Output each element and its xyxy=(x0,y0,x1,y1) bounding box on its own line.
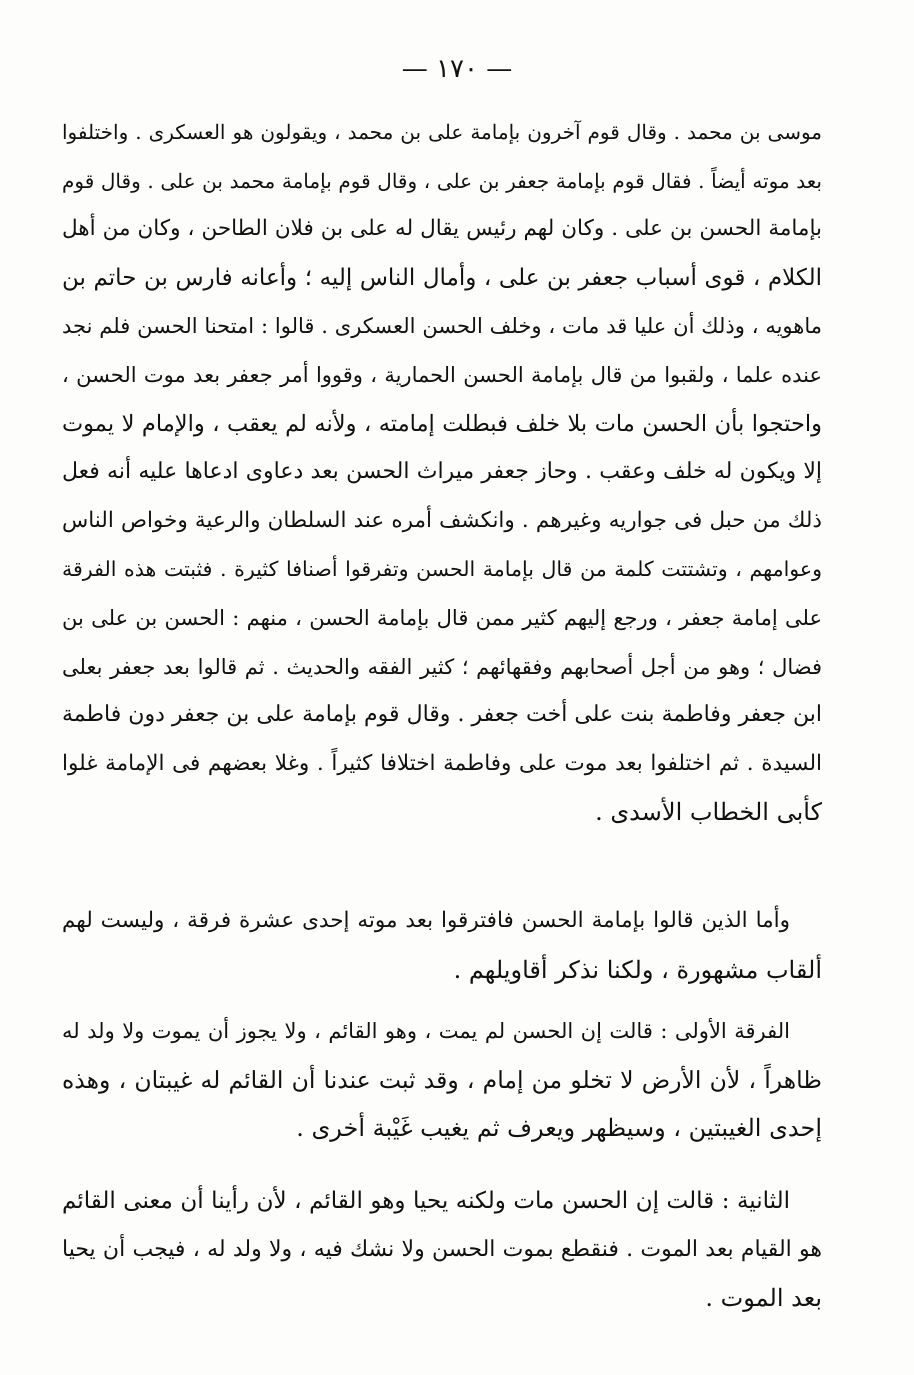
text-line: وعوامهم ، وتشتتت كلمة من قال بإمامة الحسن وتفرقوا أصنافا كثيرة . فثبتت هذه الفرقة xyxy=(62,557,822,582)
text-line: الفرقة الأولى : قالت إن الحسن لم يمت ، وهو القائم ، ولا يجوز أن يموت ولا ولد له xyxy=(62,1019,790,1043)
text-line: موسى بن محمد . وقال قوم آخرون بإمامة على بن محمد ، ويقولون هو العسكرى . واختلفوا xyxy=(62,120,822,144)
text-line: فضال ؛ وهو من أجل أصحابهم وفقهائهم ؛ كثير الفقه والحديث . ثم قالوا بعد جعفر بعلى xyxy=(62,654,822,679)
text-line: وأما الذين قالوا بإمامة الحسن فافترقوا بعد موته إحدى عشرة فرقة ، وليست لهم xyxy=(62,908,790,933)
text-line: ابن جعفر وفاطمة بنت على أخت جعفر . وقال قوم بإمامة على بن جعفر دون فاطمة xyxy=(62,702,822,728)
paragraph-1 xyxy=(62,108,822,837)
text-line: الكلام ، قوى أسباب جعفر بن على ، وأمال الناس إليه ؛ وأعانه فارس بن حاتم بن xyxy=(62,264,822,291)
text-line: ماهويه ، وذلك أن عليا قد مات ، وخلف الحسن العسكرى . قالوا : امتحنا الحسن فلم نجد xyxy=(62,314,822,339)
text-line: السيدة . ثم اختلفوا بعد موت على وفاطمة اختلافا كثيراً . وغلا بعضهم فى الإمامة غلوا xyxy=(62,750,822,776)
text-line: إلا ويكون له خلف وعقب . وحاز جعفر ميراث الحسن بعد دعاوى ادعاها عليه أنه فعل xyxy=(62,459,822,485)
text-line: الثانية : قالت إن الحسن مات ولكنه يحيا وهو القائم ، لأن رأينا أن معنى القائم xyxy=(62,1188,790,1214)
text-line: هو القيام بعد الموت . فنقطع بموت الحسن ولا نشك فيه ، ولا ولد له ، فيجب أن يحيا xyxy=(62,1236,822,1262)
paragraph-4 xyxy=(62,1177,822,1323)
text-line: واحتجوا بأن الحسن مات بلا خلف فبطلت إمامته ، ولأنه لم يعقب ، والإمام لا يموت xyxy=(62,410,822,437)
paragraph-3 xyxy=(62,1007,822,1153)
paragraph-2 xyxy=(62,897,822,994)
text-line: ذلك من حبل فى جواريه وغيرهم . وانكشف أمره عند السلطان والرعية وخواص الناس xyxy=(62,507,822,533)
text-line: بعد الموت . xyxy=(705,1284,822,1313)
text-line: كأبى الخطاب الأسدى . xyxy=(595,798,822,827)
text-line: عنده علما ، ولقبوا من قال بإمامة الحسن الحمارية ، وقووا أمر جعفر بعد موت الحسن ، xyxy=(62,362,822,387)
text-line: إحدى الغيبتين ، وسيظهر ويعرف ثم يغيب غَيْبة أخرى . xyxy=(296,1114,822,1143)
text-line: ظاهراً ، لأن الأرض لا تخلو من إمام ، وقد ثبت عندنا أن القائم له غيبتان ، وهذه xyxy=(62,1065,822,1094)
text-line: ألقاب مشهورة ، ولكنا نذكر أقاويلهم . xyxy=(453,955,822,984)
text-line: بعد موته أيضاً . فقال قوم بإمامة جعفر بن على ، وقال قوم بإمامة محمد بن على . وقال قوم xyxy=(62,168,822,193)
page-number: — ١٧٠ — xyxy=(401,54,513,84)
text-line: بإمامة الحسن بن على . وكان لهم رئيس يقال له على بن فلان الطاحن ، وكان من أهل xyxy=(62,216,822,242)
text-line: على إمامة جعفر ، ورجع إليهم كثير ممن قال بإمامة الحسن ، منهم : الحسن بن على بن xyxy=(62,605,822,630)
